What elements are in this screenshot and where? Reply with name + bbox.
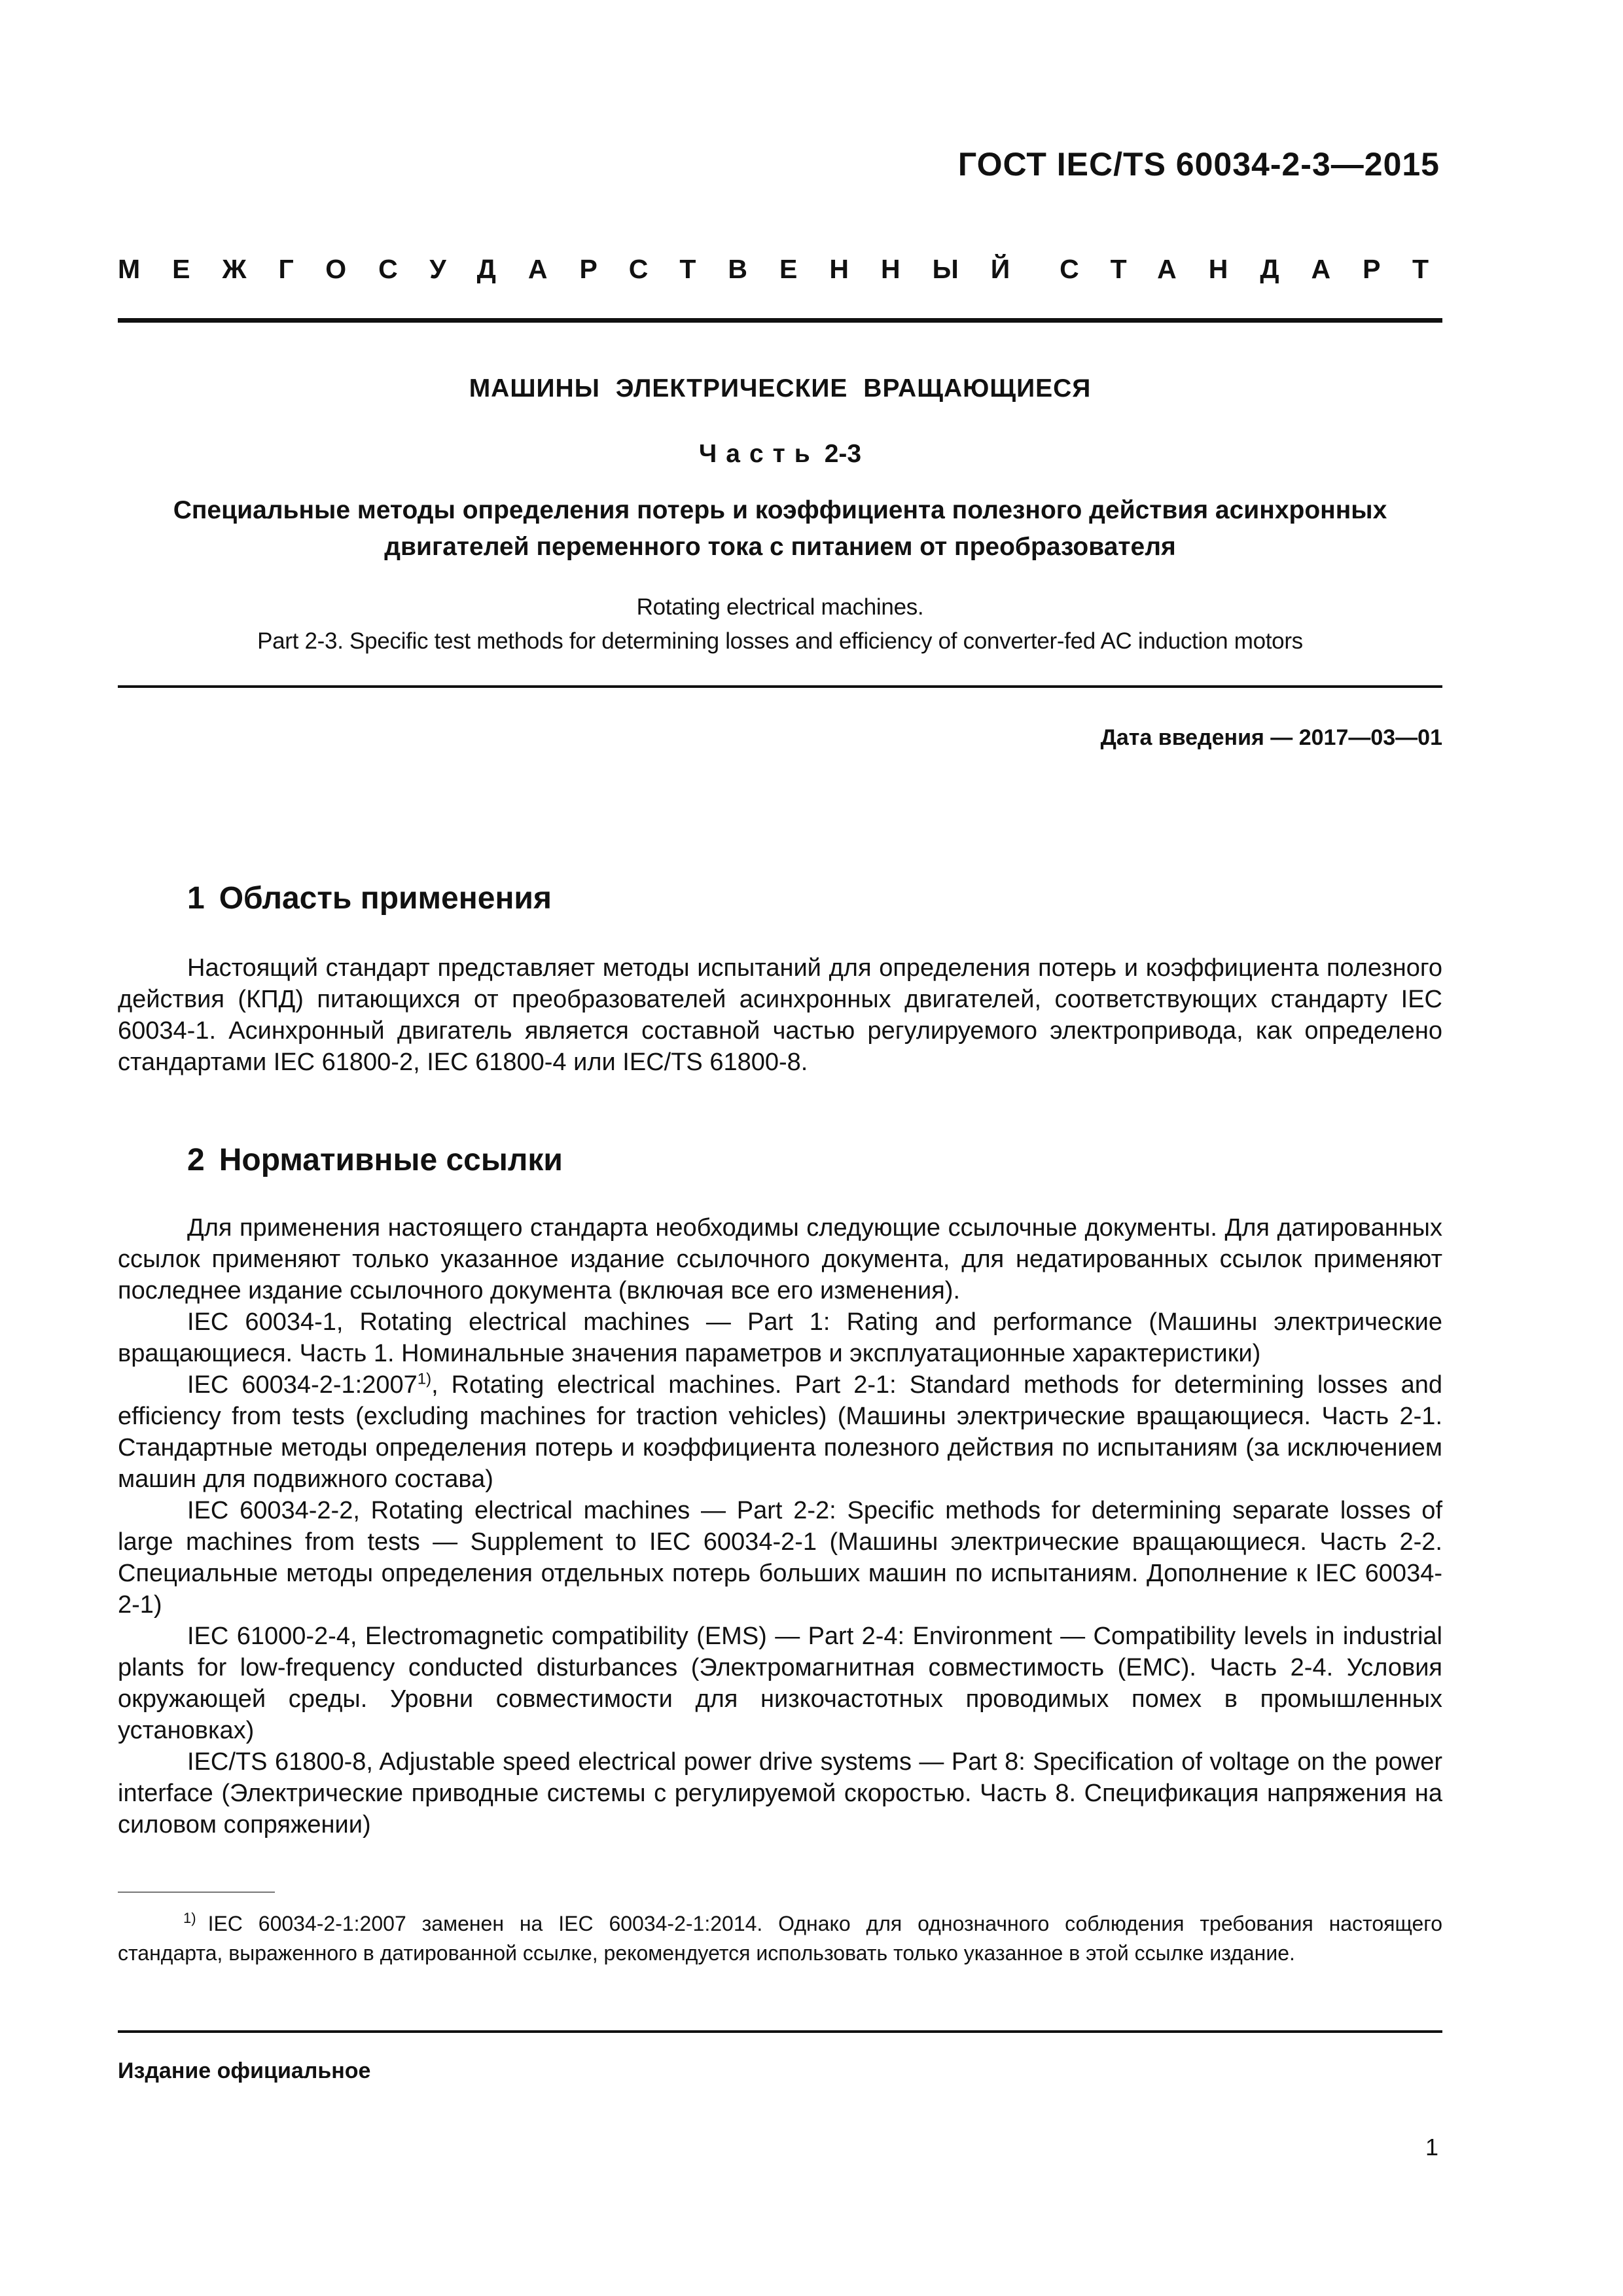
english-title-line-1: Rotating electrical machines. <box>636 594 924 620</box>
footnote-text: IEC 60034-2-1:2007 заменен на IEC 60034-2-1:2014. Однако для однозначного соблюдения требования настоящего стандарта, выраженного в датированной ссылке, рекомендуется использовать только указанное в этой ссылке издание. <box>118 1912 1442 1965</box>
top-divider <box>118 318 1442 323</box>
subtitle-line-2: двигателей переменного тока с питанием от преобразователя <box>384 533 1176 561</box>
section-1-title: Область применения <box>219 881 552 916</box>
section-2-intro: Для применения настоящего стандарта необходимы следующие ссылочные документы. Для датированных ссылок применяют только указанное издание ссылочного документа, для недатированных ссылок применяют последнее издание ссылочного документа (включая все его изменения). <box>118 1214 1442 1304</box>
footer-divider <box>118 2030 1442 2033</box>
footnote-mark: 1) <box>183 1910 196 1927</box>
edition-label: Издание официальное <box>118 2058 371 2083</box>
footnote-divider <box>118 1892 275 1893</box>
part-label <box>118 440 1442 469</box>
footnote-paragraph <box>118 1909 1442 1968</box>
section-2-number: 2 <box>187 1143 205 1177</box>
reference-text: , Rotating electrical machines. Part 2-1: Standard methods for determining losses and efficiency from tests (excluding machines for traction vehicles) (Машины электрические вращающиеся. Часть 2-1. Стандартные методы определения потерь и коэффициента полезного действия по испытаниям (за исключением машин для подвижного состава) <box>118 1371 1442 1493</box>
subtitle-line-1: Специальные методы определения потерь и коэффициента полезного действия асинхронных <box>173 496 1387 524</box>
reference-code: IEC 60034-2-1:2007 <box>187 1371 418 1399</box>
section-2-title: Нормативные ссылки <box>219 1143 563 1177</box>
standard-type-word-2: СТАНДАРТ <box>1060 254 1461 284</box>
english-title-line-2: Part 2-3. Specific test methods for determining losses and efficiency of converter-fed AC induction motors <box>257 628 1303 654</box>
section-2-body <box>118 1212 1442 1840</box>
document-code: ГОСТ IEC/TS 60034-2-3—2015 <box>957 146 1440 183</box>
reference-item <box>118 1369 1442 1495</box>
section-1-number: 1 <box>187 881 205 916</box>
footnote-marker[interactable]: 1) <box>417 1370 432 1388</box>
reference-item: IEC 60034-2-2, Rotating electrical machines — Part 2-2: Specific methods for determining separate losses of large machines from tests — Supplement to IEC 60034-2-1 (Машины электрические вращающиеся. Часть 2-2. Специальные методы определения отдельных потерь больших машин по испытаниям. Дополнение к IEC 60034-2-1) <box>118 1497 1442 1619</box>
document-subtitle <box>118 492 1442 565</box>
document-title: МАШИНЫ ЭЛЕКТРИЧЕСКИЕ ВРАЩАЮЩИЕСЯ <box>469 374 1092 403</box>
reference-item: IEC/TS 61800-8, Adjustable speed electrical power drive systems — Part 8: Specification of voltage on the power interface (Электрические приводные системы с регулируемой скоростью. Часть 8. Спецификация напряжения на силовом сопряжении) <box>118 1748 1442 1839</box>
part-number: 2-3 <box>824 440 862 468</box>
section-1-heading <box>187 880 552 916</box>
introduction-date: Дата введения — 2017—03—01 <box>1100 725 1442 750</box>
section-1-paragraph: Настоящий стандарт представляет методы испытаний для определения потерь и коэффициента полезного действия (КПД) питающихся от преобразователей асинхронных двигателей, соответствующих стандарту IEC 60034-1. Асинхронный двигатель является составной частью регулируемого электропривода, как определено стандартами IEC 61800-2, IEC 61800-4 или IEC/TS 61800-8. <box>118 954 1442 1076</box>
english-title <box>118 590 1442 658</box>
reference-item: IEC 61000-2-4, Electromagnetic compatibility (EMS) — Part 2-4: Environment — Compatibility levels in industrial plants for low-frequency conducted disturbances (Электромагнитная совместимость (ЕМС). Часть 2-4. Условия окружающей среды. Уровни совместимости для низкочастотных проводимых помех в промышленных установках) <box>118 1623 1442 1744</box>
reference-item: IEC 60034-1, Rotating electrical machines — Part 1: Rating and performance (Машины электрические вращающиеся. Часть 1. Номинальные значения параметров и эксплуатационные характеристики) <box>118 1308 1442 1367</box>
section-2-heading <box>187 1142 563 1178</box>
standard-type-word-1: МЕЖГОСУДАРСТВЕННЫЙ <box>118 254 1043 284</box>
footnote <box>118 1909 1442 1968</box>
title-divider <box>118 685 1442 688</box>
section-1-body <box>118 952 1442 1078</box>
page-number: 1 <box>1425 2134 1438 2161</box>
part-word: Часть <box>698 440 819 468</box>
